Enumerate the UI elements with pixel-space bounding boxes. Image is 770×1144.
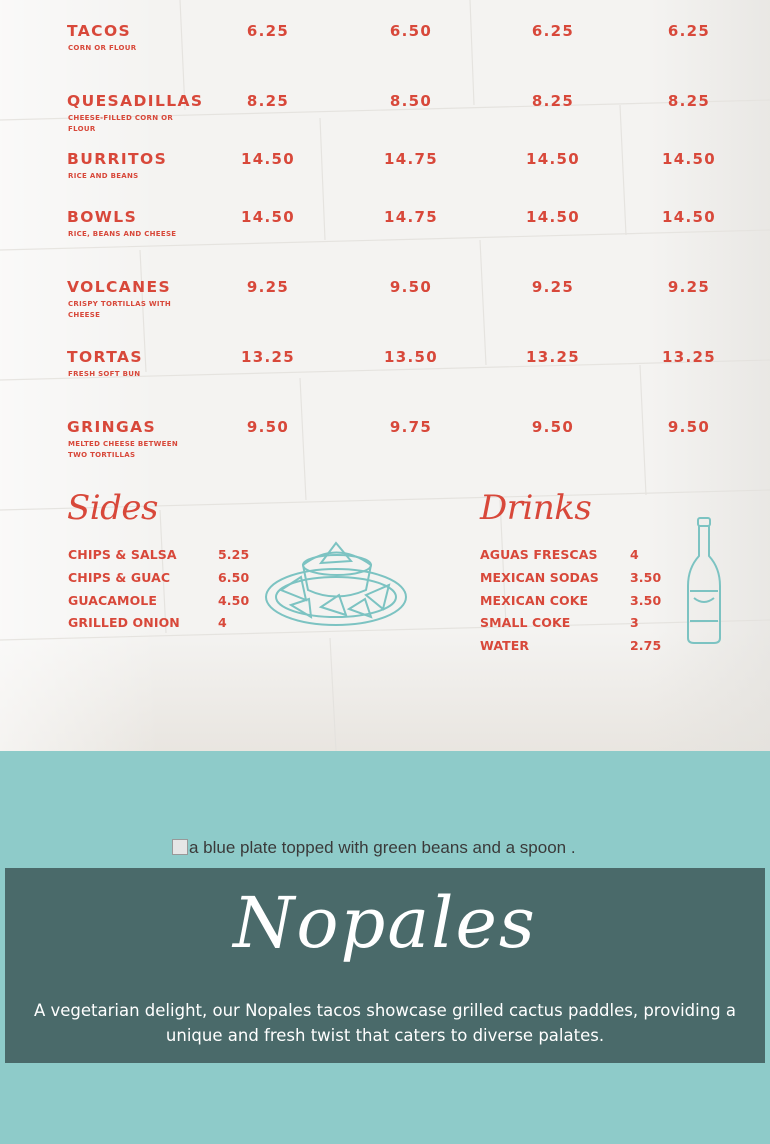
nopales-panel — [5, 868, 765, 1063]
menu-item-price: 6.25 — [531, 22, 575, 40]
menu-item-price: 6.50 — [389, 22, 433, 40]
drinks-item-name: MEXICAN COKE — [480, 592, 589, 608]
sides-title: Sides — [67, 488, 158, 528]
menu-item-price: 9.25 — [667, 278, 711, 296]
menu-item-description: FRESH SOFT BUN — [68, 370, 141, 378]
menu-item-name: GRINGAS — [67, 418, 157, 436]
drinks-item-name: MEXICAN SODAS — [480, 569, 599, 585]
menu-item-price: 9.50 — [246, 418, 290, 436]
menu-item-name: TACOS — [67, 22, 132, 40]
menu-item-name: VOLCANES — [67, 278, 172, 296]
menu-item-description: CHEESE-FILLED CORN OR FLOUR — [68, 114, 174, 133]
menu-item-price: 14.50 — [526, 208, 580, 226]
menu-item-price: 14.50 — [241, 208, 295, 226]
drinks-item-name: WATER — [480, 638, 530, 653]
menu-item-price: 8.50 — [389, 92, 433, 110]
menu-item-price: 9.75 — [389, 418, 433, 436]
menu-item-price: 8.25 — [531, 92, 575, 110]
sides-item-price: 5.25 — [218, 547, 250, 562]
drinks-item-price: 3.50 — [630, 592, 662, 608]
drinks-item-name: AGUAS FRESCAS — [480, 547, 598, 562]
sides-item-price: 4.50 — [218, 592, 250, 608]
drinks-item-price: 3 — [630, 615, 639, 631]
menu-item-description: MELTED CHEESE BETWEEN TWO TORTILLAS — [68, 440, 179, 459]
menu-item-row — [0, 150, 770, 210]
sides-item-price: 4 — [218, 615, 227, 631]
menu-item-price: 14.75 — [384, 208, 438, 226]
menu-item-price: 14.75 — [384, 150, 438, 168]
menu-item-row — [0, 22, 770, 82]
menu-item-row — [0, 208, 770, 268]
menu-item-price: 8.25 — [246, 92, 290, 110]
menu-item-name: BURRITOS — [67, 150, 168, 168]
menu-item-name: BOWLS — [67, 208, 138, 226]
menu-item-description: CRISPY TORTILLAS WITH CHEESE — [68, 300, 172, 319]
menu-item-price: 9.50 — [667, 418, 711, 436]
menu-item-price: 9.50 — [531, 418, 575, 436]
menu-item-price: 13.25 — [526, 348, 580, 366]
menu-item-price: 6.25 — [246, 22, 290, 40]
bottle-icon — [684, 516, 724, 646]
menu-item-price: 9.25 — [246, 278, 290, 296]
menu-item-price: 14.50 — [662, 150, 716, 168]
sides-item-name: GUACAMOLE — [68, 592, 158, 608]
sides-item-name: GRILLED ONION — [68, 615, 180, 631]
drinks-item-name: SMALL COKE — [480, 615, 571, 631]
menu-item-row — [0, 92, 770, 152]
panel-title: Nopales — [233, 882, 537, 964]
broken-image-alt-text: a blue plate topped with green beans and a spoon . — [172, 838, 602, 864]
menu-item-price: 14.50 — [526, 150, 580, 168]
menu-item-price: 8.25 — [667, 92, 711, 110]
chips-and-dip-icon — [261, 535, 411, 635]
menu-item-price: 6.25 — [667, 22, 711, 40]
drinks-item-price: 4 — [630, 547, 639, 562]
sides-item-price: 6.50 — [218, 569, 250, 585]
menu-item-name: QUESADILLAS — [67, 92, 204, 110]
menu-item-row — [0, 348, 770, 408]
menu-item-row — [0, 278, 770, 338]
menu-item-description: CORN OR FLOUR — [68, 44, 137, 52]
sides-item-name: CHIPS & SALSA — [68, 547, 177, 562]
drinks-title: Drinks — [480, 488, 592, 528]
menu-item-description: RICE, BEANS AND CHEESE — [68, 230, 177, 238]
broken-image-icon — [172, 839, 188, 855]
menu-item-price: 9.25 — [531, 278, 575, 296]
menu-item-price: 13.25 — [662, 348, 716, 366]
menu-item-description: RICE AND BEANS — [68, 172, 139, 180]
menu-item-price: 9.50 — [389, 278, 433, 296]
drinks-item-price: 2.75 — [630, 638, 662, 653]
menu-item-price: 14.50 — [241, 150, 295, 168]
menu-item-price: 13.25 — [241, 348, 295, 366]
menu-item-price: 13.50 — [384, 348, 438, 366]
sides-item-name: CHIPS & GUAC — [68, 569, 171, 585]
panel-description: A vegetarian delight, our Nopales tacos showcase grilled cactus paddles, providing a unique and fresh twist that caters to diverse palates. — [33, 1001, 737, 1045]
menu-item-price: 14.50 — [662, 208, 716, 226]
menu-item-row — [0, 418, 770, 478]
drinks-item-price: 3.50 — [630, 569, 662, 585]
menu-item-name: TORTAS — [67, 348, 143, 366]
